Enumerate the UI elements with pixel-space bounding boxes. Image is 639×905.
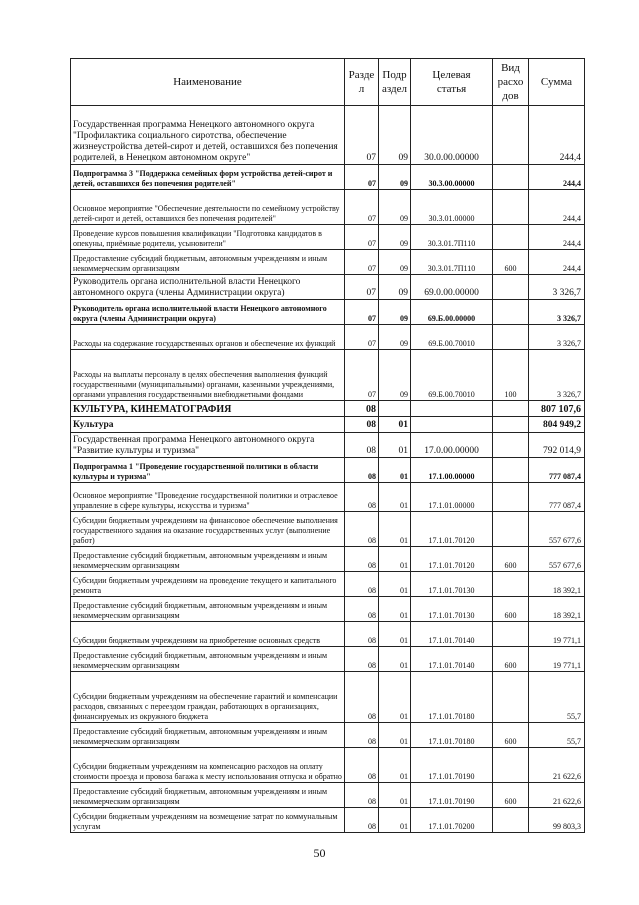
cell-razdel: 08 (345, 783, 379, 808)
cell-razdel: 07 (345, 300, 379, 325)
cell-podrazdel: 01 (379, 808, 411, 833)
cell-vid (493, 748, 529, 783)
cell-vid (493, 483, 529, 512)
cell-name: Расходы на содержание государственных органов и обеспечение их функций (71, 325, 345, 350)
table-row (71, 622, 585, 647)
cell-name: Культура (71, 417, 345, 433)
cell-vid (493, 458, 529, 483)
cell-summa: 3 326,7 (529, 275, 585, 300)
cell-summa: 244,4 (529, 190, 585, 225)
cell-summa: 244,4 (529, 165, 585, 190)
cell-statya: 17.1.01.70130 (411, 597, 493, 622)
cell-summa: 557 677,6 (529, 547, 585, 572)
cell-vid (493, 672, 529, 723)
cell-statya: 17.1.01.70120 (411, 512, 493, 547)
cell-vid: 600 (493, 783, 529, 808)
cell-name: Руководитель органа исполнительной власти Ненецкого автономного округа (члены Администрации округа) (71, 300, 345, 325)
table-row (71, 647, 585, 672)
page-number: 50 (313, 846, 326, 860)
table-row (71, 483, 585, 512)
table-row (71, 672, 585, 723)
cell-vid: 100 (493, 350, 529, 401)
cell-vid (493, 512, 529, 547)
cell-podrazdel: 09 (379, 225, 411, 250)
cell-name: Расходы на выплаты персоналу в целях обеспечения выполнения функций государственными (муниципальными) органами, казенными учреждениями, органами управления государственными внебюджетными фондами (71, 350, 345, 401)
cell-summa: 3 326,7 (529, 350, 585, 401)
cell-podrazdel: 09 (379, 325, 411, 350)
cell-name: Основное мероприятие "Обеспечение деятельности по семейному устройству детей-сирот и детей, оставшихся без попечения родителей" (71, 190, 345, 225)
cell-podrazdel: 01 (379, 672, 411, 723)
cell-statya: 69.Б.00.00000 (411, 300, 493, 325)
cell-name: КУЛЬТУРА, КИНЕМАТОГРАФИЯ (71, 401, 345, 417)
cell-vid (493, 225, 529, 250)
cell-name: Субсидии бюджетным учреждениям на компенсацию расходов на оплату стоимости проезда и провоза багажа к месту использования отпуска и обратно (71, 748, 345, 783)
cell-vid (493, 165, 529, 190)
cell-podrazdel: 09 (379, 106, 411, 165)
cell-razdel: 08 (345, 748, 379, 783)
cell-vid (493, 433, 529, 458)
cell-vid (493, 401, 529, 417)
cell-vid: 600 (493, 647, 529, 672)
table-row (71, 433, 585, 458)
cell-summa: 21 622,6 (529, 748, 585, 783)
cell-razdel: 08 (345, 483, 379, 512)
cell-statya: 30.0.00.00000 (411, 106, 493, 165)
table-row (71, 401, 585, 417)
cell-statya: 69.0.00.00000 (411, 275, 493, 300)
table-row (71, 417, 585, 433)
table-header-row (71, 59, 585, 106)
cell-podrazdel: 01 (379, 572, 411, 597)
cell-razdel: 07 (345, 325, 379, 350)
cell-statya: 17.1.00.00000 (411, 458, 493, 483)
cell-podrazdel (379, 401, 411, 417)
cell-razdel: 08 (345, 672, 379, 723)
table-row (71, 250, 585, 275)
table-row (71, 350, 585, 401)
table-body (71, 106, 585, 833)
cell-summa: 557 677,6 (529, 512, 585, 547)
cell-razdel: 08 (345, 401, 379, 417)
cell-name: Подпрограмма 1 "Проведение государственной политики в области культуры и туризма" (71, 458, 345, 483)
cell-podrazdel: 09 (379, 275, 411, 300)
cell-statya: 17.1.01.70140 (411, 647, 493, 672)
cell-name: Руководитель органа исполнительной власти Ненецкого автономного округа (члены Администрации округа) (71, 275, 345, 300)
cell-name: Предоставление субсидий бюджетным, автономным учреждениям и иным некоммерческим организациям (71, 547, 345, 572)
cell-summa: 792 014,9 (529, 433, 585, 458)
table-row (71, 572, 585, 597)
cell-summa: 21 622,6 (529, 783, 585, 808)
budget-table (70, 58, 585, 833)
cell-podrazdel: 09 (379, 165, 411, 190)
cell-vid (493, 106, 529, 165)
cell-statya: 17.0.00.00000 (411, 433, 493, 458)
table-row (71, 783, 585, 808)
cell-vid (493, 300, 529, 325)
cell-name: Субсидии бюджетным учреждениям на обеспечение гарантий и компенсации расходов, связанных с переездом граждан, работающих в организациях, финансируемых из окружного бюджета (71, 672, 345, 723)
cell-razdel: 08 (345, 622, 379, 647)
cell-summa: 18 392,1 (529, 597, 585, 622)
cell-vid: 600 (493, 547, 529, 572)
cell-statya: 30.3.01.7П110 (411, 250, 493, 275)
cell-vid: 600 (493, 723, 529, 748)
cell-podrazdel: 09 (379, 190, 411, 225)
cell-razdel: 08 (345, 547, 379, 572)
cell-statya: 69.Б.00.70010 (411, 325, 493, 350)
cell-podrazdel: 01 (379, 647, 411, 672)
cell-podrazdel: 01 (379, 622, 411, 647)
cell-razdel: 07 (345, 165, 379, 190)
cell-name: Субсидии бюджетным учреждениям на возмещение затрат по коммунальным услугам (71, 808, 345, 833)
cell-vid (493, 622, 529, 647)
cell-statya: 17.1.01.70190 (411, 748, 493, 783)
cell-razdel: 07 (345, 106, 379, 165)
cell-razdel: 08 (345, 647, 379, 672)
cell-summa: 3 326,7 (529, 300, 585, 325)
cell-summa: 3 326,7 (529, 325, 585, 350)
header-vid: Вид расхо дов (493, 59, 529, 106)
table-row (71, 748, 585, 783)
cell-vid (493, 325, 529, 350)
cell-name: Предоставление субсидий бюджетным, автономным учреждениям и иным некоммерческим организациям (71, 783, 345, 808)
cell-statya: 17.1.01.70130 (411, 572, 493, 597)
cell-vid: 600 (493, 250, 529, 275)
cell-name: Предоставление субсидий бюджетным, автономным учреждениям и иным некоммерческим организациям (71, 647, 345, 672)
cell-name: Субсидии бюджетным учреждениям на финансовое обеспечение выполнения государственного задания на оказание государственных услуг (выполнение работ) (71, 512, 345, 547)
cell-summa: 19 771,1 (529, 647, 585, 672)
table-row (71, 512, 585, 547)
cell-summa: 807 107,6 (529, 401, 585, 417)
cell-vid (493, 190, 529, 225)
cell-name: Предоставление субсидий бюджетным, автономным учреждениям и иным некоммерческим организациям (71, 597, 345, 622)
cell-razdel: 07 (345, 250, 379, 275)
cell-summa: 99 803,3 (529, 808, 585, 833)
cell-statya: 17.1.01.70200 (411, 808, 493, 833)
cell-name: Основное мероприятие "Проведение государственной политики и отраслевое управление в сфере культуры, искусства и туризма" (71, 483, 345, 512)
table-row (71, 165, 585, 190)
cell-podrazdel: 01 (379, 723, 411, 748)
cell-summa: 19 771,1 (529, 622, 585, 647)
cell-summa: 804 949,2 (529, 417, 585, 433)
cell-razdel: 08 (345, 572, 379, 597)
header-razdel: Разде л (345, 59, 379, 106)
table-row (71, 225, 585, 250)
cell-statya (411, 417, 493, 433)
table-row (71, 458, 585, 483)
cell-podrazdel: 01 (379, 547, 411, 572)
cell-summa: 244,4 (529, 225, 585, 250)
header-statya: Целевая статья (411, 59, 493, 106)
cell-podrazdel: 01 (379, 512, 411, 547)
cell-podrazdel: 09 (379, 300, 411, 325)
cell-statya (411, 401, 493, 417)
cell-vid (493, 275, 529, 300)
cell-vid (493, 808, 529, 833)
cell-razdel: 07 (345, 190, 379, 225)
cell-summa: 244,4 (529, 250, 585, 275)
cell-summa: 55,7 (529, 672, 585, 723)
cell-name: Государственная программа Ненецкого автономного округа "Профилактика социального сиротства, обеспечение жизнеустройства детей-сирот и детей, оставшихся без попечения родителей, в Ненецком автономном округе" (71, 106, 345, 165)
cell-podrazdel: 01 (379, 783, 411, 808)
table-row (71, 547, 585, 572)
cell-vid (493, 572, 529, 597)
cell-podrazdel: 01 (379, 458, 411, 483)
cell-podrazdel: 01 (379, 417, 411, 433)
table-row (71, 808, 585, 833)
table-row (71, 106, 585, 165)
cell-podrazdel: 01 (379, 748, 411, 783)
cell-name: Предоставление субсидий бюджетным, автономным учреждениям и иным некоммерческим организациям (71, 723, 345, 748)
table-row (71, 300, 585, 325)
cell-podrazdel: 09 (379, 250, 411, 275)
header-name: Наименование (71, 59, 345, 106)
table-row (71, 723, 585, 748)
table-row (71, 275, 585, 300)
header-podrazdel: Подр аздел (379, 59, 411, 106)
cell-razdel: 08 (345, 458, 379, 483)
cell-summa: 244,4 (529, 106, 585, 165)
cell-name: Государственная программа Ненецкого автономного округа "Развитие культуры и туризма" (71, 433, 345, 458)
cell-statya: 30.3.00.00000 (411, 165, 493, 190)
header-summa: Сумма (529, 59, 585, 106)
cell-podrazdel: 01 (379, 597, 411, 622)
cell-statya: 17.1.01.70120 (411, 547, 493, 572)
table-row (71, 190, 585, 225)
cell-razdel: 08 (345, 723, 379, 748)
cell-razdel: 07 (345, 275, 379, 300)
cell-vid (493, 417, 529, 433)
cell-name: Предоставление субсидий бюджетным, автономным учреждениям и иным некоммерческим организациям (71, 250, 345, 275)
cell-statya: 17.1.01.70180 (411, 672, 493, 723)
cell-razdel: 08 (345, 597, 379, 622)
cell-statya: 30.3.01.7П110 (411, 225, 493, 250)
cell-statya: 30.3.01.00000 (411, 190, 493, 225)
cell-vid: 600 (493, 597, 529, 622)
cell-podrazdel: 01 (379, 483, 411, 512)
cell-razdel: 08 (345, 808, 379, 833)
cell-statya: 69.Б.00.70010 (411, 350, 493, 401)
cell-summa: 55,7 (529, 723, 585, 748)
cell-razdel: 07 (345, 225, 379, 250)
cell-name: Проведение курсов повышения квалификации "Подготовка кандидатов в опекуны, приёмные родители, усыновители" (71, 225, 345, 250)
cell-statya: 17.1.01.70180 (411, 723, 493, 748)
cell-podrazdel: 09 (379, 350, 411, 401)
table-row (71, 325, 585, 350)
cell-summa: 777 087,4 (529, 483, 585, 512)
cell-name: Субсидии бюджетным учреждениям на приобретение основных средств (71, 622, 345, 647)
cell-summa: 777 087,4 (529, 458, 585, 483)
cell-razdel: 08 (345, 433, 379, 458)
cell-name: Подпрограмма 3 "Поддержка семейных форм устройства детей-сирот и детей, оставшихся без попечения родителей" (71, 165, 345, 190)
cell-razdel: 08 (345, 512, 379, 547)
cell-statya: 17.1.01.00000 (411, 483, 493, 512)
table-row (71, 597, 585, 622)
cell-statya: 17.1.01.70190 (411, 783, 493, 808)
cell-name: Субсидии бюджетным учреждениям на проведение текущего и капитального ремонта (71, 572, 345, 597)
cell-podrazdel: 01 (379, 433, 411, 458)
cell-statya: 17.1.01.70140 (411, 622, 493, 647)
cell-summa: 18 392,1 (529, 572, 585, 597)
cell-razdel: 08 (345, 417, 379, 433)
cell-razdel: 07 (345, 350, 379, 401)
